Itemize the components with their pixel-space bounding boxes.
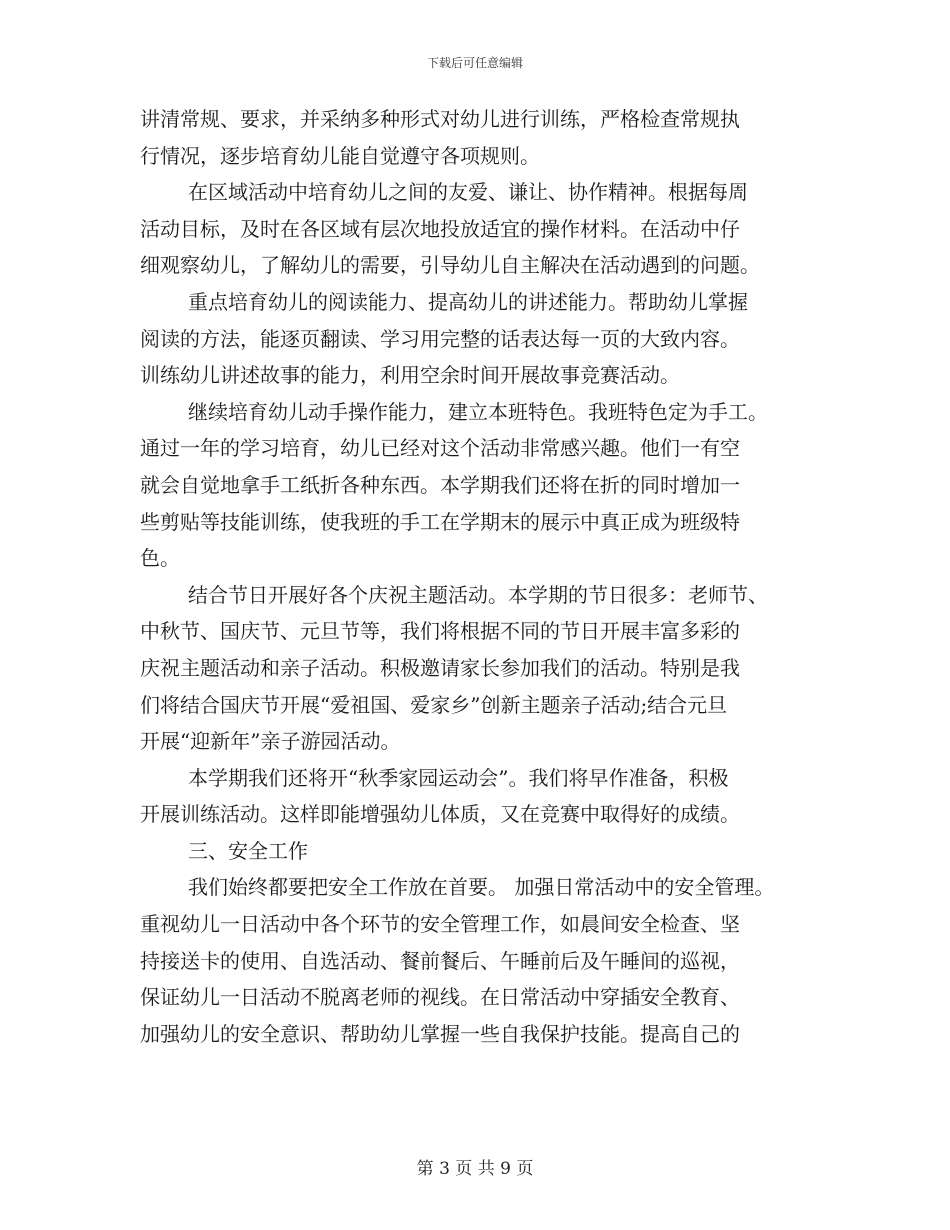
text-line: 结合节日开展好各个庆祝主题活动。本学期的节日很多：老师节、: [188, 582, 768, 607]
text-line: 些剪贴等技能训练，使我班的手工在学期末的展示中真正成为班级特: [140, 509, 740, 534]
text-line: 色。: [140, 546, 180, 571]
text-line: 讲清常规、要求，并采纳多种形式对幼儿进行训练，严格检查常规执: [140, 107, 740, 131]
text-line: 继续培育幼儿动手操作能力，建立本班特色。我班特色定为手工。: [188, 399, 768, 424]
text-line: 阅读的方法，能逐页翻读、学习用完整的话表达每一页的大致内容。: [140, 326, 740, 351]
text-line: 我们始终都要把安全工作放在首要。 加强日常活动中的安全管理。: [188, 875, 775, 900]
text-line: 开展训练活动。这样即能增强幼儿体质，又在竞赛中取得好的成绩。: [140, 802, 740, 827]
text-line: 行情况，逐步培育幼儿能自觉遵守各项规则。: [140, 143, 540, 168]
text-line: 中秋节、国庆节、元旦节等，我们将根据不同的节日开展丰富多彩的: [140, 619, 740, 644]
text-line: 庆祝主题活动和亲子活动。积极邀请家长参加我们的活动。特别是我: [140, 655, 740, 680]
text-line: 在区域活动中培育幼儿之间的友爱、谦让、协作精神。根据每周: [188, 180, 748, 205]
text-line: 持接送卡的使用、自选活动、餐前餐后、午睡前后及午睡间的巡视，: [140, 948, 740, 973]
page-footer: 第 3 页 共 9 页: [416, 1159, 534, 1179]
text-line: 们将结合国庆节开展“爱祖国、爱家乡”创新主题亲子活动;结合元旦: [140, 692, 728, 717]
text-line: 加强幼儿的安全意识、帮助幼儿掌握一些自我保护技能。提高自己的: [140, 1021, 740, 1046]
section-heading: 三、安全工作: [188, 838, 308, 863]
text-line: 重视幼儿一日活动中各个环节的安全管理工作，如晨间安全检查、坚: [140, 912, 740, 937]
text-line: 活动目标，及时在各区域有层次地投放适宜的操作材料。在活动中仔: [140, 216, 740, 241]
text-line: 重点培育幼儿的阅读能力、提高幼儿的讲述能力。帮助幼儿掌握: [188, 289, 748, 314]
text-line: 就会自觉地拿手工纸折各种东西。本学期我们还将在折的同时增加一: [140, 472, 740, 497]
text-line: 开展“迎新年”亲子游园活动。: [140, 729, 401, 754]
document-body: [140, 101, 830, 1052]
text-line: 通过一年的学习培育，幼儿已经对这个活动非常感兴趣。他们一有空: [140, 436, 740, 461]
text-line: 细观察幼儿，了解幼儿的需要，引导幼儿自主解决在活动遇到的问题。: [140, 253, 760, 278]
text-line: 保证幼儿一日活动不脱离老师的视线。在日常活动中穿插安全教育、: [140, 985, 740, 1010]
text-line: 本学期我们还将开“秋季家园运动会”。我们将早作准备，积极: [188, 765, 729, 790]
page-header: 下载后可任意编辑: [426, 56, 523, 70]
text-line: 训练幼儿讲述故事的能力，利用空余时间开展故事竞赛活动。: [140, 363, 680, 388]
